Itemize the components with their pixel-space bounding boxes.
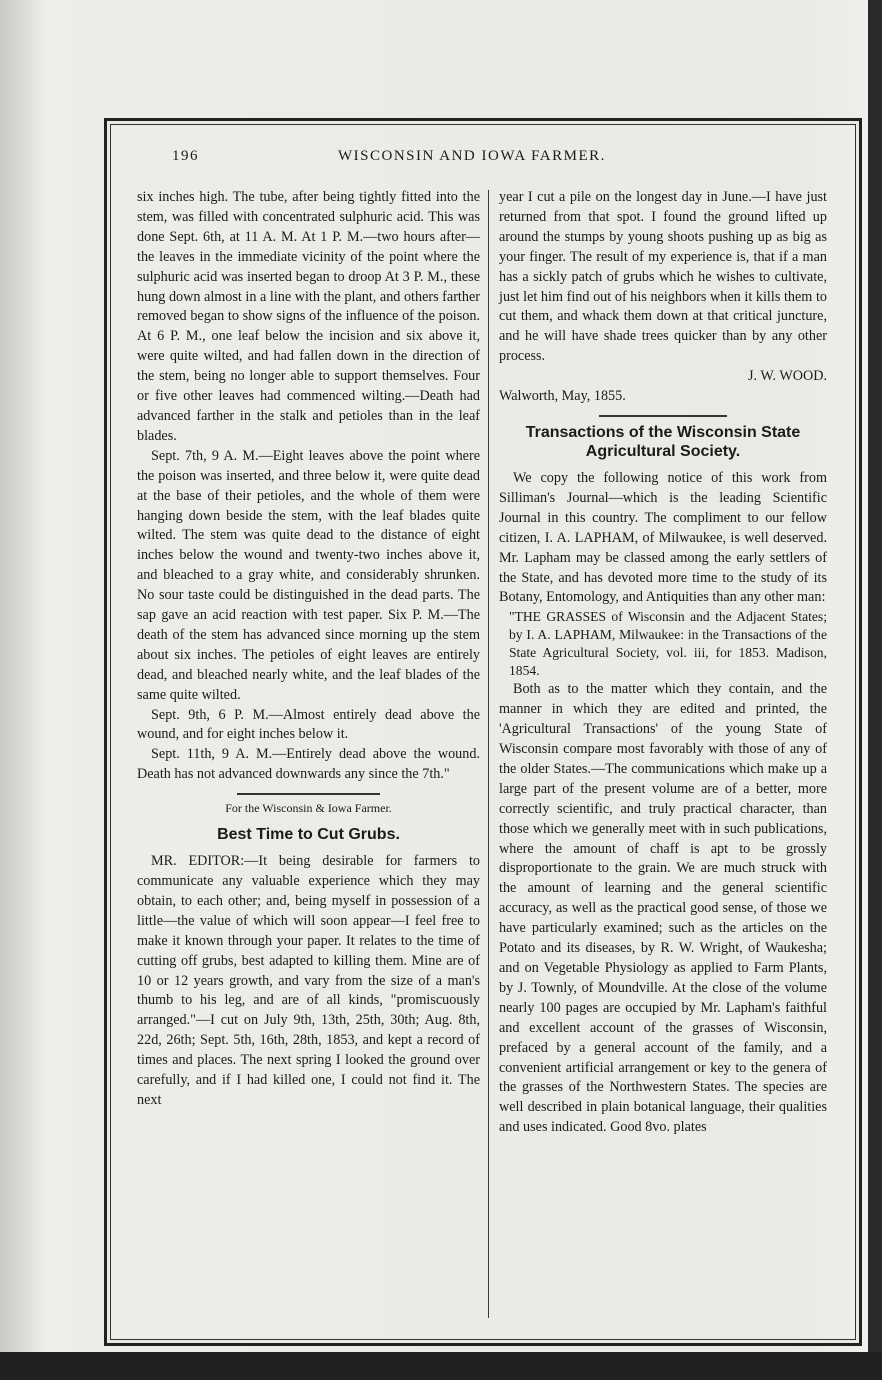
running-title: WISCONSIN AND IOWA FARMER.: [338, 148, 606, 164]
dateline: Walworth, May, 1855.: [499, 388, 626, 405]
left-paragraph-4: Sept. 11th, 9 A. M.—Entirely dead above the wound. Death has not advanced downwards any since the 7th.": [137, 746, 480, 783]
section-rule: [237, 793, 380, 795]
right-paragraph-1: year I cut a pile on the longest day in June.—I have just returned from that spot. I found the ground lifted up around the stumps by young shoots pushing up as big as your finger. The result of my experience is, that if a man has a sickly patch of grubs which he wishes to cultivate, just let him find out of his neighbors when it kills them to cut them, and whack them down at that critical juncture, and he will have shade trees quicker than by any other process.: [499, 189, 827, 365]
block-quote: "THE GRASSES of Wisconsin and the Adjacent States; by I. A. LAPHAM, Milwaukee: in the Transactions of the State Agricultural Society, vol. iii, for 1853. Madison, 1854.: [509, 609, 827, 679]
left-paragraph-5: MR. EDITOR:—It being desirable for farmers to communicate any valuable experience which they may obtain, to each other; and, being myself in possession of a little—the value of which will soon appear—I feel free to make it known through your paper. It relates to the time of cutting off grubs, best adapted to killing them. Mine are of 10 or 12 years growth, and vary from the size of a man's thumb to his leg, and are of all kinds, "promiscuously arranged."—I cut on July 9th, 13th, 25th, 30th; Aug. 8th, 22d, 26th; Sept. 5th, 16th, 28th, 1853, and kept a record of times and places. The next spring I looked the ground over carefully, and if I had killed one, I could not find it. The next: [137, 853, 480, 1108]
page-edge-right: [868, 0, 882, 1380]
page-edge-bottom: [0, 1352, 882, 1380]
right-paragraph-2: We copy the following notice of this work from Silliman's Journal—which is the leading Scientific Journal in this country. The compliment to our fellow citizen, I. A. LAPHAM, of Milwaukee, is well deserved. Mr. Lapham may be classed among the early settlers of the State, and has devoted more time to the study of its Botany, Entomology, and Antiquities than any other man:: [499, 469, 827, 606]
article-headline-grubs: Best Time to Cut Grubs.: [217, 826, 400, 844]
left-paragraph-1: six inches high. The tube, after being tightly fitted into the stem, was filled with concentrated sulphuric acid. This was done Sept. 6th, at 11 A. M. At 1 P. M.—two hours after—the leaves in the immediate vicinity of the point where the sulphuric acid was inserted began to droop At 3 P. M., these hung down almost in a line with the plant, and others farther removed began to show signs of the influence of the poison. At 6 P. M., one leaf below the incision and six above it, were quite wilted, and had fallen down in the direction of the stem, being no longer able to support themselves. Four or five other leaves had commenced wilting.—Death had advanced farther in the stalk and petioles than in the leaf blades.: [137, 189, 480, 444]
article-credit: For the Wisconsin & Iowa Farmer.: [225, 801, 392, 816]
author-signature: J. W. WOOD.: [748, 368, 827, 385]
left-paragraph-3: Sept. 9th, 6 P. M.—Almost entirely dead above the wound, and for eight inches below it.: [137, 706, 480, 743]
left-column: [137, 188, 480, 1111]
section-rule: [599, 415, 727, 417]
right-paragraph-3: Both as to the matter which they contain, and the manner in which they are edited and printed, the 'Agricultural Transactions' of the young State of Wisconsin compare most favorably with those of any of the older States.—The communications which make up a large part of the present volume are of a better, more correctly scientific, and truly practical character, than those which we generally meet with in such publications, where the amount of chaff is apt to be grossly disproportionate to the grain. We are much struck with the amount of learning and the general scientific accuracy, as well as the practical good sense, of those we have particularly examined; such as the articles on the Potato and its diseases, by R. W. Wright, of Waukesha; and on Vegetable Physiology as applied to Farm Plants, by J. Townly, of Moundville. At the close of the volume nearly 100 pages are occupied by Mr. Lapham's faithful and excellent account of the grasses of Wisconsin, prefaced by a general account of the family, and a convenient artificial arrangement or key to the genera of the grasses of the Northwestern States. The species are well described in plain botanical language, their qualities and uses indicated. Good 8vo. plates: [499, 681, 827, 1136]
column-divider: [488, 190, 489, 1318]
right-column: [499, 188, 827, 1138]
left-paragraph-2: Sept. 7th, 9 A. M.—Eight leaves above the point where the poison was inserted, and three below it, were quite dead at the base of their petioles, and the whole of them were hanging down beside the stem, with the leaf blades quite wilted. The stem was quite dead to the distance of eight inches below the wound and twenty-two inches above it, and bleached to a gray white, and considerably shrunken. No sour taste could be distinguished in the dead parts. The sap gave an acid reaction with test paper. Six P. M.—The death of the stem has advanced since morning up the stem about six inches. The petioles of eight leaves are entirely dead, and bleached nearly white, and the leaf blades of the same quite wilted.: [137, 447, 480, 703]
page-number: 196: [172, 148, 199, 164]
article-headline-transactions: Transactions of the Wisconsin State Agricultural Society.: [525, 423, 801, 460]
book-spine-shadow: [0, 0, 48, 1380]
